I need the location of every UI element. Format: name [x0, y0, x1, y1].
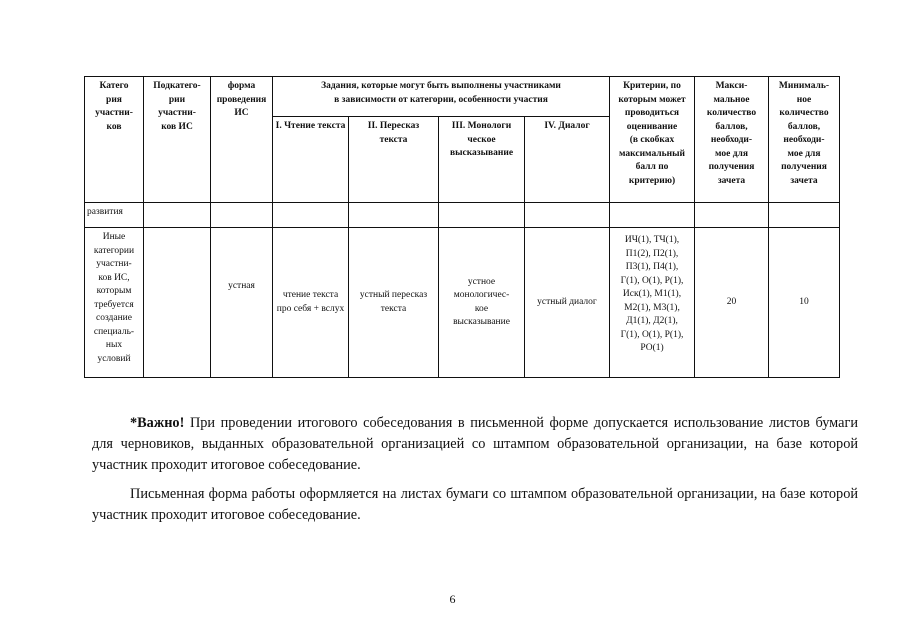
written-form-paragraph: [92, 484, 858, 526]
empty-cell: [525, 203, 610, 228]
row-subcategory: [144, 228, 211, 378]
header-task-retelling: II. Пересказ текста: [349, 117, 439, 203]
written-form-text: Письменная форма работы оформляется на листах бумаги со штампом образовательной организации, на базе которой участник проходит итоговое собеседование.: [92, 486, 858, 523]
header-max-score: Макси- мальное количество баллов, необходи- мое для получения зачета: [695, 77, 769, 203]
important-note: [92, 413, 858, 476]
empty-cell: [769, 203, 840, 228]
row-form: устная: [211, 228, 273, 378]
empty-cell: [144, 203, 211, 228]
header-subcategory: Подкатего- рии участни- ков ИС: [144, 77, 211, 203]
header-tasks-group: Задания, которые могут быть выполнены участниками в зависимости от категории, особенности участия: [273, 77, 610, 117]
important-text: При проведении итогового собеседования в письменной форме допускается использование листов бумаги для черновиков, выданных образовательной организацией со штампом образовательной организации, на базе которой участник проходит итоговое собеседование.: [92, 415, 858, 473]
empty-cell: [349, 203, 439, 228]
header-task-dialogue: IV. Диалог: [525, 117, 610, 203]
empty-cell: [211, 203, 273, 228]
continued-category-cell: развития: [85, 203, 144, 228]
header-criteria: Критерии, по которым может проводиться оценивание (в скобках максимальный балл по критерию): [610, 77, 695, 203]
empty-cell: [439, 203, 525, 228]
header-form: форма проведения ИС: [211, 77, 273, 203]
row-min-score: 10: [769, 228, 840, 378]
row-criteria: ИЧ(1), ТЧ(1), П1(2), П2(1), П3(1), П4(1), Г(1), О(1), Р(1), Иск(1), М1(1), М2(1), М3(1), Д1(1), Д2(1), Г(1), О(1), Р(1), РО(1): [610, 228, 695, 378]
empty-cell: [610, 203, 695, 228]
header-category: Катего рия участни- ков: [85, 77, 144, 203]
empty-cell: [273, 203, 349, 228]
header-task-monologue: III. Монологи ческое высказывание: [439, 117, 525, 203]
row-task-retelling: устный пересказ текста: [349, 228, 439, 378]
row-task-monologue: устное монологичес- кое высказывание: [439, 228, 525, 378]
row-category: Иные категории участни- ков ИС, которым требуется создание специаль- ных условий: [85, 228, 144, 378]
important-label: *Важно!: [130, 415, 185, 431]
header-min-score: Минималь- ное количество баллов, необходи- мое для получения зачета: [769, 77, 840, 203]
row-task-reading: чтение текста про себя + вслух: [273, 228, 349, 378]
header-task-reading: I. Чтение текста: [273, 117, 349, 203]
empty-cell: [695, 203, 769, 228]
page-number: 6: [449, 592, 456, 606]
row-max-score: 20: [695, 228, 769, 378]
row-task-dialogue: устный диалог: [525, 228, 610, 378]
criteria-table: [84, 76, 840, 378]
